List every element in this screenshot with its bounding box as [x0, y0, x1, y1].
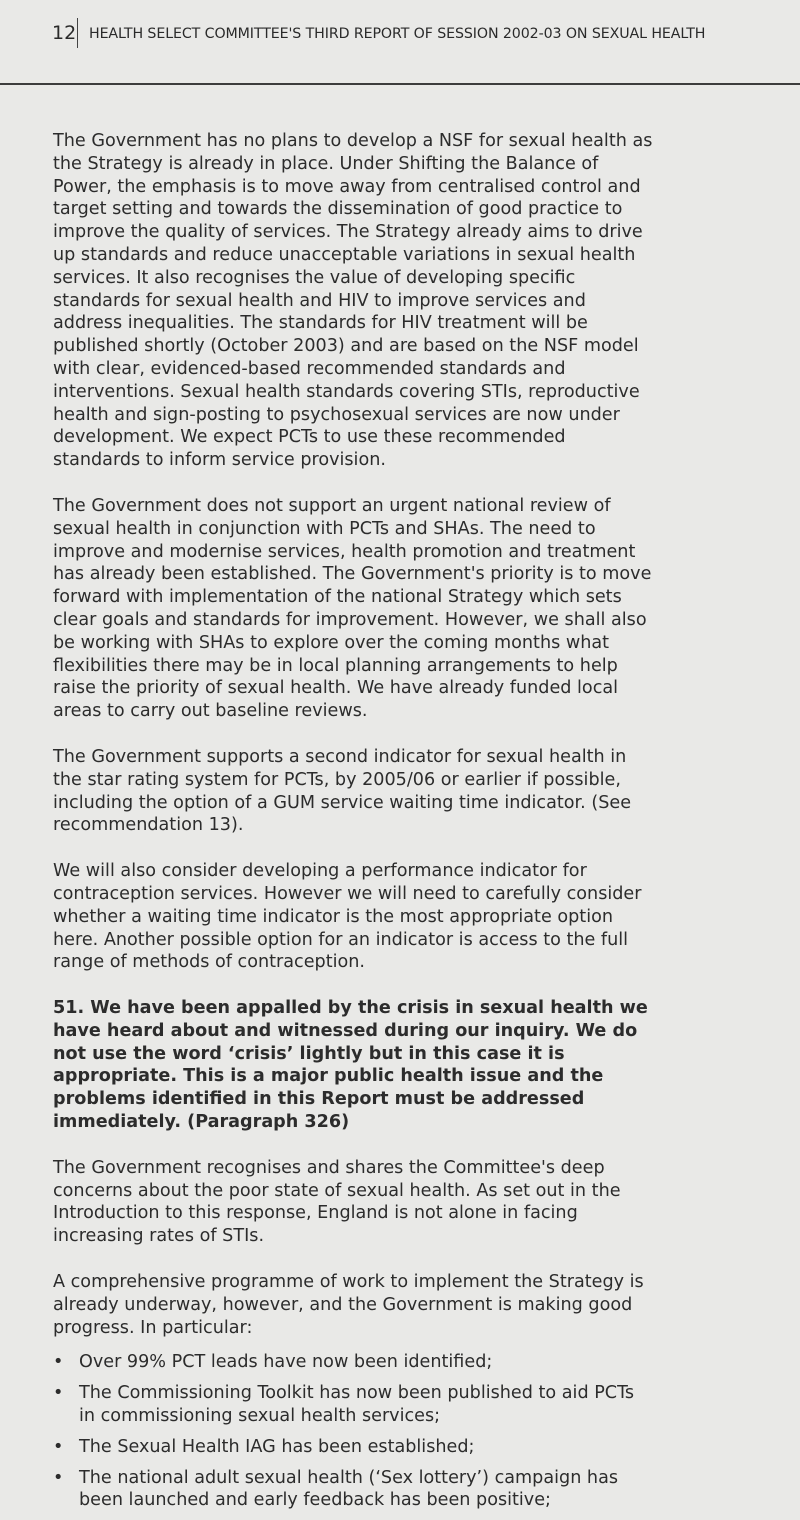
list-item: [53, 1351, 653, 1374]
bullet-icon: •: [53, 1436, 64, 1457]
header-rule: [0, 83, 800, 85]
document-body: [53, 130, 653, 1520]
running-title: HEALTH SELECT COMMITTEE'S THIRD REPORT OF SESSION 2002-03 ON SEXUAL HEALTH: [89, 26, 706, 42]
list-item-text: The Commissioning Toolkit has now been published to aid PCTs in commissioning sexual health services;: [79, 1383, 635, 1427]
list-item: [53, 1467, 653, 1513]
progress-list: [53, 1351, 653, 1512]
list-item: [53, 1436, 653, 1459]
bullet-icon: •: [53, 1383, 64, 1404]
header-separator: [77, 18, 78, 48]
page-header: [0, 0, 800, 84]
list-item-text: The Sexual Health IAG has been established;: [79, 1436, 475, 1457]
paragraph: We will also consider developing a performance indicator for contraception services. However we will need to carefully consider whether a waiting time indicator is the most appropriate option here. Another possible option for an indicator is access to the full range of methods of contraception.: [53, 861, 642, 973]
list-item: [53, 1382, 653, 1428]
page-number: 12: [52, 22, 77, 44]
paragraph: The Government supports a second indicator for sexual health in the star rating system for PCTs, by 2005/06 or earlier if possible, including the option of a GUM service waiting time indicator. (See recommendation 13).: [53, 746, 632, 836]
bullet-icon: •: [53, 1467, 64, 1488]
recommendation-paragraph: 51. We have been appalled by the crisis in sexual health we have heard about and witnessed during our inquiry. We do not use the word ‘crisis’ lightly but in this case it is appropriate. This is a major public health issue and the problems identified in this Report must be addressed immediately. (Paragraph 326): [53, 998, 648, 1133]
response-paragraph: A comprehensive programme of work to implement the Strategy is already underway, however, and the Government is making good progress. In particular:: [53, 1272, 644, 1338]
response-paragraph: The Government recognises and shares the Committee's deep concerns about the poor state of sexual health. As set out in the Introduction to this response, England is not alone in facing increasing rates of STIs.: [53, 1157, 621, 1247]
bullet-icon: •: [53, 1352, 64, 1373]
paragraph: The Government does not support an urgent national review of sexual health in conjunction with PCTs and SHAs. The need to improve and modernise services, health promotion and treatment has already been established. The Government's priority is to move forward with implementation of the national Strategy which sets clear goals and standards for improvement. However, we shall also be working with SHAs to explore over the coming months what flexibilities there may be in local planning arrangements to help raise the priority of sexual health. We have already funded local areas to carry out baseline reviews.: [53, 495, 652, 722]
paragraph: The Government has no plans to develop a NSF for sexual health as the Strategy is already in place. Under Shifting the Balance of Power, the emphasis is to move away from centralised control and target setting and towards the dissemination of good practice to improve the quality of services. The Strategy already aims to drive up standards and reduce unacceptable variations in sexual health services. It also recognises the value of developing specific standards for sexual health and HIV to improve services and address inequalities. The standards for HIV treatment will be published shortly (October 2003) and are based on the NSF model with clear, evidenced-based recommended standards and interventions. Sexual health standards covering STIs, reproductive health and sign-posting to psychosexual services are now under development. We expect PCTs to use these recommended standards to inform service provision.: [53, 131, 653, 471]
list-item-text: Over 99% PCT leads have now been identified;: [79, 1352, 493, 1373]
list-item-text: The national adult sexual health (‘Sex lottery’) campaign has been launched and early feedback has been positive;: [79, 1467, 619, 1511]
